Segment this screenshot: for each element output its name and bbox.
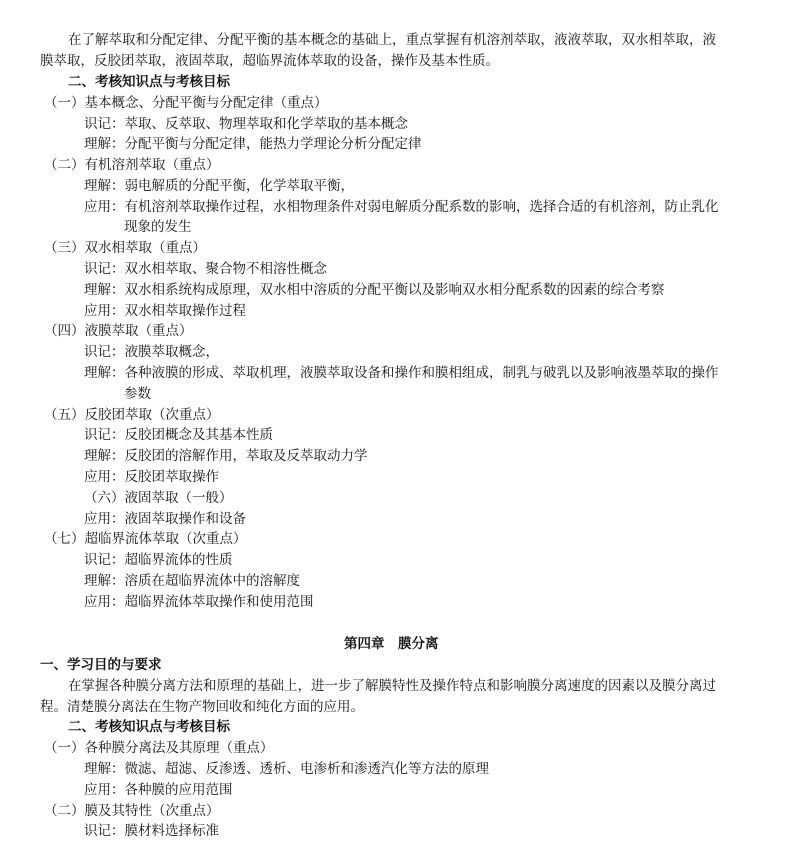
topic-item: 应用：超临界流体萃取操作和使用范围 <box>84 594 314 610</box>
topic-title: （一）各种膜分离法及其原理（重点） <box>44 740 274 756</box>
section-heading: 二、考核知识点与考核目标 <box>68 719 230 735</box>
topic-item: 理解：反胶团的溶解作用，萃取及反萃取动力学 <box>84 448 368 464</box>
topic-item: 识记：反胶团概念及其基本性质 <box>84 427 273 443</box>
chapter-intro-line-2: 程。清楚膜分离法在生物产物回收和纯化方面的应用。 <box>40 699 364 715</box>
topic-item: 理解：微滤、超滤、反渗透、透析、电渗析和渗透汽化等方法的原理 <box>84 761 489 777</box>
topic-item: 识记：超临界流体的性质 <box>84 552 233 568</box>
topic-item: 应用：有机溶剂萃取操作过程，水相物理条件对弱电解质分配系数的影响，选择合适的有机溶剂，防止乳化 <box>84 199 719 215</box>
chapter-intro-line-1: 在掌握各种膜分离方法和原理的基础上，进一步了解膜特性及操作特点和影响膜分离速度的因素以及膜分离过 <box>68 678 716 694</box>
topic-item: 理解：分配平衡与分配定律，能热力学理论分析分配定律 <box>84 136 422 152</box>
intro-line-2: 膜萃取，反胶团萃取，液固萃取，超临界流体萃取的设备，操作及基本性质。 <box>40 53 499 69</box>
topic-item: 理解：溶质在超临界流体中的溶解度 <box>84 573 300 589</box>
topic-item: 理解：弱电解质的分配平衡，化学萃取平衡， <box>84 178 354 194</box>
topic-item-continuation: 现象的发生 <box>124 219 192 235</box>
chapter-title: 第四章 膜分离 <box>344 636 439 652</box>
topic-item-continuation: 参数 <box>124 386 151 402</box>
topic-title: （三）双水相萃取（重点） <box>44 240 206 256</box>
section-heading: 二、考核知识点与考核目标 <box>68 74 230 90</box>
topic-title: （二）有机溶剂萃取（重点） <box>44 157 220 173</box>
topic-title: （四）液膜萃取（重点） <box>44 323 193 339</box>
topic-item: 应用：双水相萃取操作过程 <box>84 303 246 319</box>
topic-item: 应用：反胶团萃取操作 <box>84 469 219 485</box>
topic-item: 应用：各种膜的应用范围 <box>84 782 233 798</box>
topic-item: 识记：膜材料选择标准 <box>84 823 219 839</box>
topic-item: 识记：双水相萃取、聚合物不相溶性概念 <box>84 261 327 277</box>
topic-title: （六）液固萃取（一般） <box>84 490 233 506</box>
topic-item: 识记：萃取、反萃取、物理萃取和化学萃取的基本概念 <box>84 116 408 132</box>
topic-title: （七）超临界流体萃取（次重点） <box>44 531 247 547</box>
topic-item: 识记：液膜萃取概念， <box>84 344 219 360</box>
topic-item: 应用：液固萃取操作和设备 <box>84 511 246 527</box>
topic-item: 理解：双水相系统构成原理，双水相中溶质的分配平衡以及影响双水相分配系数的因素的综合考察 <box>84 282 665 298</box>
topic-title: （二）膜及其特性（次重点） <box>44 803 220 819</box>
topic-title: （一）基本概念、分配平衡与分配定律（重点） <box>44 95 328 111</box>
topic-title: （五）反胶团萃取（次重点） <box>44 407 220 423</box>
section-heading: 一、学习目的与要求 <box>40 657 162 673</box>
intro-line-1: 在了解萃取和分配定律、分配平衡的基本概念的基础上，重点掌握有机溶剂萃取，液液萃取，双水相萃取，液 <box>68 32 716 48</box>
topic-item: 理解：各种液膜的形成、萃取机理，液膜萃取设备和操作和膜相组成，制乳与破乳以及影响液墨萃取的操作 <box>84 365 719 381</box>
